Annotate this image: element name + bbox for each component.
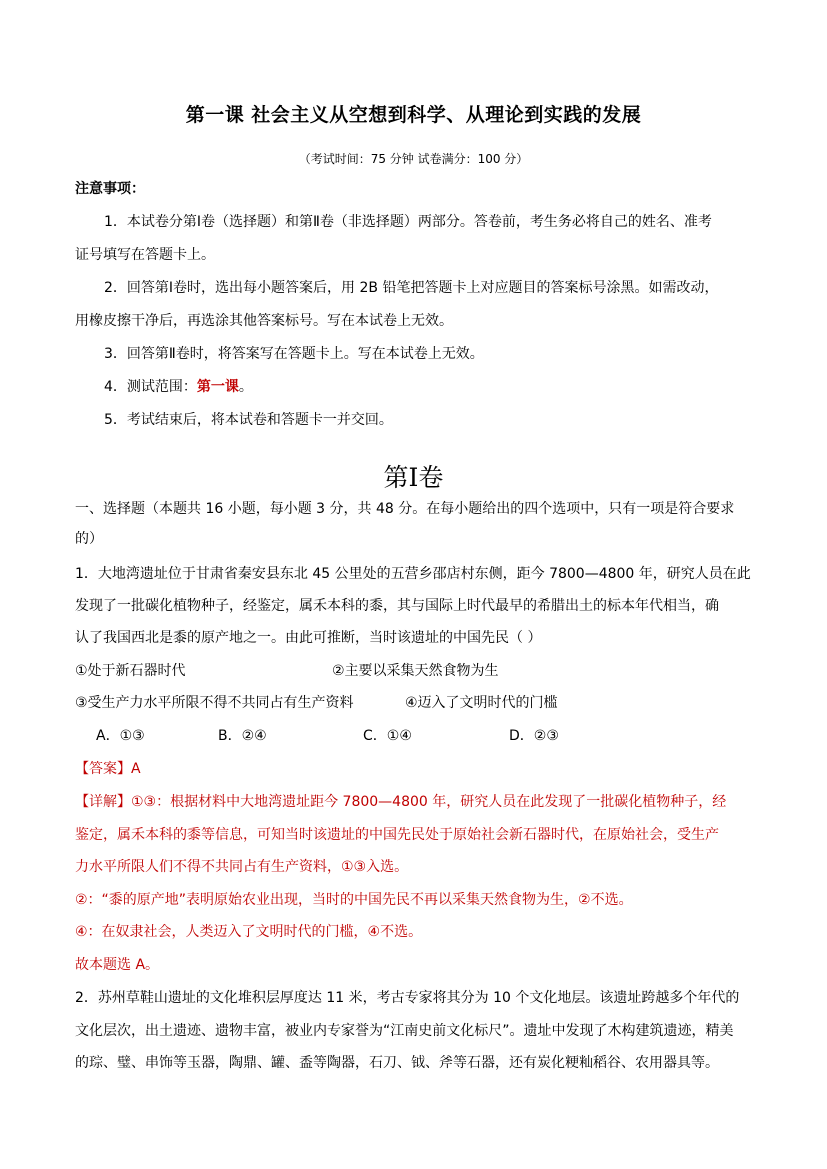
q1-detail-line-5: ④：在奴隶社会，人类迈入了文明时代的门槛，④不选。	[75, 924, 423, 940]
section-intro-line-2: 的）	[75, 531, 103, 547]
note-5: 5．考试结束后，将本试卷和答题卡一并交回。	[104, 412, 393, 428]
q1-choice-c: C．①④	[363, 728, 412, 744]
q1-choice-d: D．②③	[509, 728, 559, 744]
note-3: 3．回答第Ⅱ卷时，将答案写在答题卡上。写在本试卷上无效。	[104, 346, 484, 362]
test-scope-value: 第一课	[196, 379, 239, 395]
note-4-prefix: 4．测试范围：	[104, 379, 197, 395]
section-intro-line-1: 一、选择题（本题共 16 小题，每小题 3 分，共 48 分。在每小题给出的四个选项中，只有一项是符合要求	[75, 501, 735, 517]
q1-answer: 【答案】A	[75, 761, 141, 777]
notes-heading: 注意事项：	[75, 181, 145, 197]
q1-line-3: 认了我国西北是黍的原产地之一。由此可推断，当时该遗址的中国先民（ ）	[75, 630, 542, 646]
note-2-line-1: 2．回答第Ⅰ卷时，选出每小题答案后，用 2B 铅笔把答题卡上对应题目的答案标号涂黑。如需改动，	[104, 280, 719, 296]
note-1-line-1: 1．本试卷分第Ⅰ卷（选择题）和第Ⅱ卷（非选择题）两部分。答卷前，考生务必将自己的姓名、准考	[104, 214, 712, 230]
note-2-line-2: 用橡皮擦干净后，再选涂其他答案标号。写在本试卷上无效。	[75, 313, 453, 329]
q2-line-3: 的琮、璧、串饰等玉器，陶鼎、罐、盉等陶器，石刀、钺、斧等石器，还有炭化粳籼稻谷、农用器具等。	[75, 1055, 719, 1071]
q1-detail-line-2: 鉴定，属禾本科的黍等信息，可知当时该遗址的中国先民处于原始社会新石器时代，在原始社会，受生产	[75, 827, 719, 843]
page-title: 第一课 社会主义从空想到科学、从理论到实践的发展	[185, 104, 642, 126]
q1-choice-b: B．②④	[218, 728, 267, 744]
q1-detail-line-3: 力水平所限人们不得不共同占有生产资料，①③入选。	[75, 859, 409, 875]
note-1-line-2: 证号填写在答题卡上。	[75, 247, 215, 263]
q1-choice-a: A．①③	[96, 728, 145, 744]
q1-line-2: 发现了一批碳化植物种子，经鉴定，属禾本科的黍，其与国际上时代最早的希腊出土的标本年代相当，确	[75, 598, 719, 614]
q1-detail-line-1: 【详解】①③：根据材料中大地湾遗址距今 7800—4800 年，研究人员在此发现了一批碳化植物种子，经	[75, 794, 727, 810]
q1-conclusion: 故本题选 A。	[75, 957, 160, 973]
exam-info: （考试时间：75 分钟 试卷满分：100 分）	[298, 152, 529, 166]
q1-statement-3: ③受生产力水平所限不得不共同占有生产资料	[75, 695, 354, 711]
q1-detail-line-4: ②：“黍的原产地”表明原始农业出现，当时的中国先民不再以采集天然食物为生，②不选。	[75, 892, 633, 908]
note-4-suffix: 。	[238, 379, 253, 395]
q2-line-2: 文化层次，出土遗迹、遗物丰富，被业内专家誉为“江南史前文化标尺”。遗址中发现了木构建筑遗迹，精美	[75, 1023, 734, 1039]
q1-line-1: 1．大地湾遗址位于甘肃省秦安县东北 45 公里处的五营乡邵店村东侧，距今 7800—4800 年，研究人员在此	[75, 566, 751, 582]
section-title: 第Ⅰ卷	[383, 463, 444, 492]
q1-statement-4: ④迈入了文明时代的门槛	[405, 695, 558, 711]
q1-statement-2: ②主要以采集天然食物为生	[332, 663, 499, 679]
q1-statement-1: ①处于新石器时代	[75, 663, 186, 679]
note-4	[104, 378, 794, 396]
q2-line-1: 2．苏州草鞋山遗址的文化堆积层厚度达 11 米，考古专家将其分为 10 个文化地层。该遗址跨越多个年代的	[75, 990, 740, 1006]
